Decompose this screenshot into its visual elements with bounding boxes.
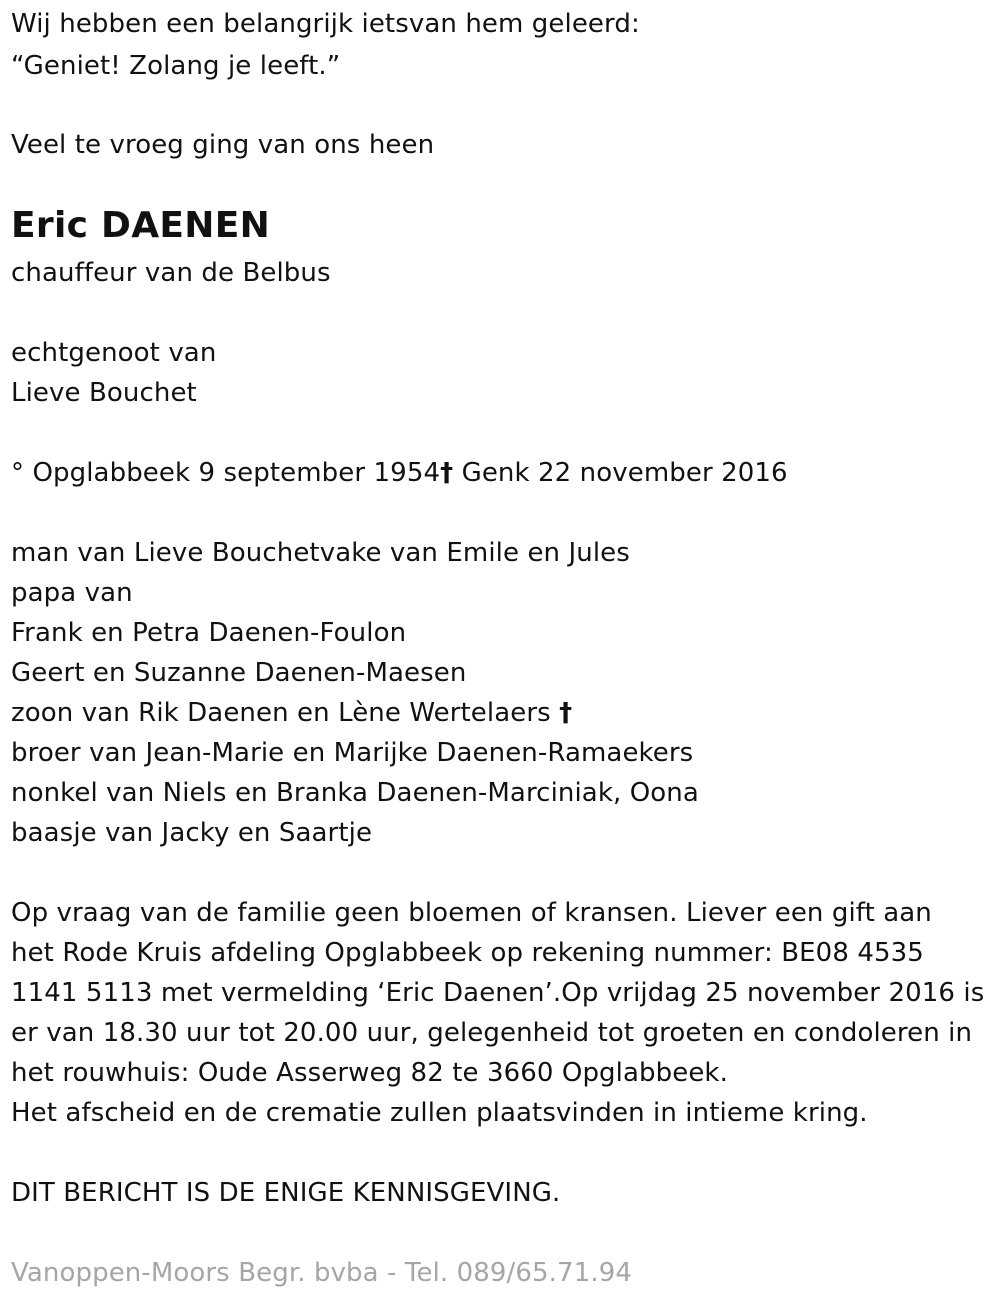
family-line-3: Frank en Petra Daenen-Foulon xyxy=(11,618,407,648)
notice-line-1: Op vraag van de familie geen bloemen of kransen. Liever een gift aan xyxy=(11,898,932,928)
death-info: Genk 22 november 2016 xyxy=(453,458,788,488)
closing-statement: DIT BERICHT IS DE ENIGE KENNISGEVING. xyxy=(11,1178,561,1208)
cross-icon: † xyxy=(440,458,454,488)
family-line-5 xyxy=(11,693,572,733)
birth-info: ° Opglabbeek 9 september 1954 xyxy=(11,458,441,488)
notice-line-6: Het afscheid en de crematie zullen plaatsvinden in intieme kring. xyxy=(11,1098,868,1128)
notice-line-5: het rouwhuis: Oude Asserweg 82 te 3660 Opglabbeek. xyxy=(11,1058,728,1088)
spouse-label: echtgenoot van xyxy=(11,338,217,368)
family-line-6: broer van Jean-Marie en Marijke Daenen-Ramaekers xyxy=(11,738,694,768)
family-line-1: man van Lieve Bouchetvake van Emile en Jules xyxy=(11,538,630,568)
birth-death-line xyxy=(11,453,788,493)
notice-line-3: 1141 5113 met vermelding ‘Eric Daenen’.Op vrijdag 25 november 2016 is xyxy=(11,978,985,1008)
family-line-8: baasje van Jacky en Saartje xyxy=(11,818,373,848)
family-line-7: nonkel van Niels en Branka Daenen-Marciniak, Oona xyxy=(11,778,699,808)
intro-line-3: Veel te vroeg ging van ons heen xyxy=(11,130,435,160)
intro-line-1: Wij hebben een belangrijk ietsvan hem geleerd: xyxy=(11,9,640,39)
deceased-name: Eric DAENEN xyxy=(11,205,271,246)
deceased-occupation: chauffeur van de Belbus xyxy=(11,258,331,288)
family-line-4: Geert en Suzanne Daenen-Maesen xyxy=(11,658,467,688)
intro-quote: “Geniet! Zolang je leeft.” xyxy=(11,51,341,81)
notice-line-2: het Rode Kruis afdeling Opglabbeek op rekening nummer: BE08 4535 xyxy=(11,938,924,968)
family-line-5-text: zoon van Rik Daenen en Lène Wertelaers xyxy=(11,698,560,728)
funeral-home-footer: Vanoppen-Moors Begr. bvba - Tel. 089/65.71.94 xyxy=(11,1258,632,1288)
notice-line-4: er van 18.30 uur tot 20.00 uur, gelegenheid tot groeten en condoleren in xyxy=(11,1018,973,1048)
family-line-2: papa van xyxy=(11,578,133,608)
cross-icon: † xyxy=(559,698,573,728)
spouse-name: Lieve Bouchet xyxy=(11,378,197,408)
